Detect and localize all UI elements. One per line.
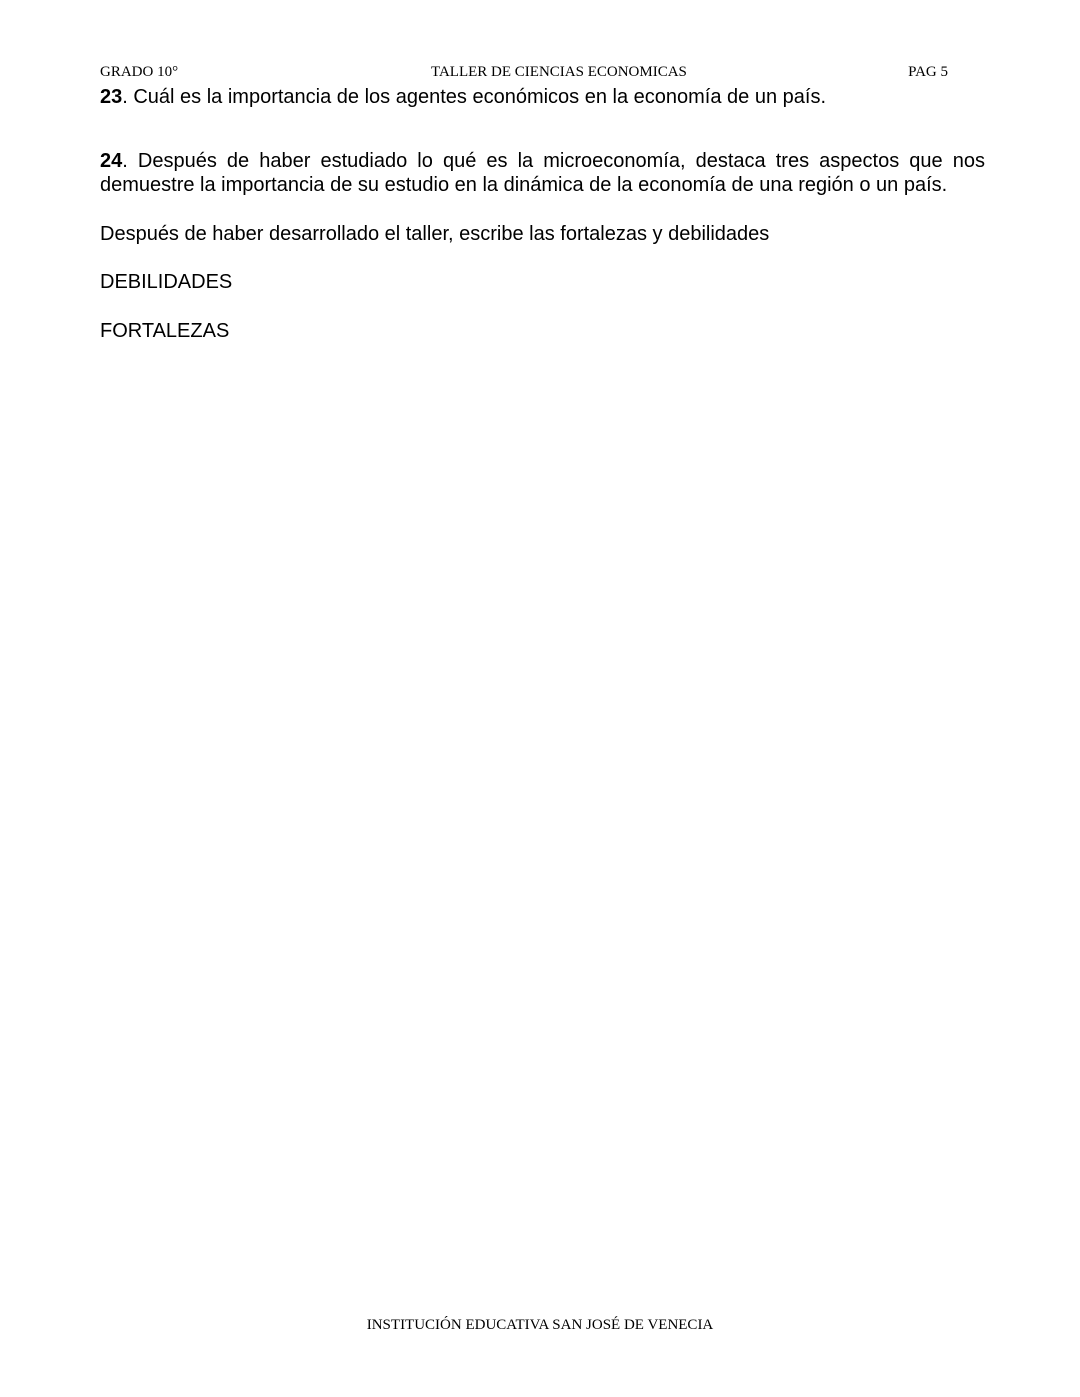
question-23 xyxy=(100,85,985,109)
page-footer: INSTITUCIÓN EDUCATIVA SAN JOSÉ DE VENECIA xyxy=(366,1317,714,1333)
page-header xyxy=(100,64,950,84)
question-number: 24 xyxy=(100,150,123,172)
document-title: TALLER DE CIENCIAS ECONOMICAS xyxy=(431,64,687,80)
instruction-text: Después de haber desarrollado el taller, escribe las fortalezas y debilidades xyxy=(100,223,770,245)
grade-label: GRADO 10° xyxy=(100,64,179,80)
question-text: . Cuál es la importancia de los agentes económicos en la economía de un país. xyxy=(122,86,826,108)
weaknesses-heading: DEBILIDADES xyxy=(100,271,233,293)
page-number: PAG 5 xyxy=(908,64,948,80)
question-text: . Después de haber estudiado lo qué es la microeconomía, destaca tres aspectos que nos demuestre la importancia de su estudio en la dinámica de la economía de una región o un país. xyxy=(100,150,985,196)
question-24 xyxy=(100,149,985,197)
question-number: 23 xyxy=(100,86,123,108)
strengths-heading: FORTALEZAS xyxy=(100,320,230,342)
